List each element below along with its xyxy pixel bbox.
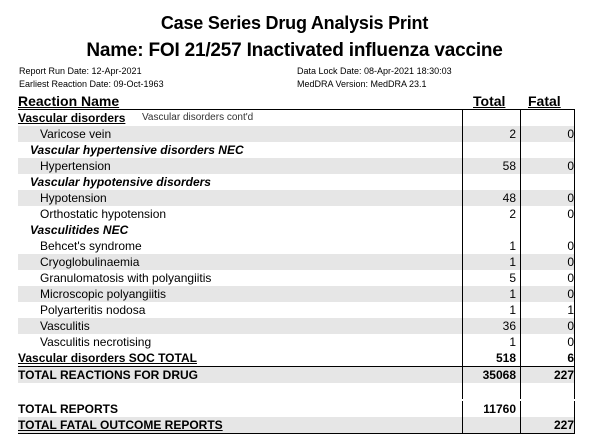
report-title: Case Series Drug Analysis Print	[160, 13, 429, 33]
total-reports-value: 11760	[483, 402, 516, 416]
hlt-name: Vascular hypotensive disorders	[30, 175, 211, 189]
reaction-name: Vasculitis necrotising	[40, 335, 152, 349]
reaction-name: Hypotension	[40, 191, 107, 205]
total-reports-row	[18, 401, 575, 417]
total-reports-label: TOTAL REPORTS	[18, 402, 119, 416]
reaction-name: Varicose vein	[40, 127, 112, 141]
table-row	[18, 190, 575, 206]
reaction-total: 1	[509, 255, 516, 269]
reaction-total: 5	[509, 271, 516, 285]
table-row	[18, 286, 575, 302]
total-reactions-fatal: 227	[553, 368, 574, 382]
table-row	[18, 318, 575, 334]
reaction-fatal: 0	[567, 127, 574, 141]
table-row	[18, 206, 575, 222]
reaction-total: 1	[509, 287, 516, 301]
reaction-total: 1	[509, 239, 516, 253]
reaction-name: Granulomatosis with polyangiitis	[40, 271, 212, 285]
meddra-version: MedDRA Version: MedDRA 23.1	[297, 79, 427, 89]
reaction-name: Vasculitis	[40, 319, 90, 333]
reaction-fatal: 0	[567, 191, 574, 205]
soc-total-value: 518	[495, 351, 516, 365]
column-header-total: Total	[473, 93, 506, 109]
reaction-fatal: 0	[567, 255, 574, 269]
reaction-total: 58	[502, 159, 516, 173]
reaction-total: 1	[509, 303, 516, 317]
reaction-fatal: 0	[567, 319, 574, 333]
total-reactions-row	[18, 367, 575, 383]
soc-fatal-value: 6	[567, 351, 574, 365]
reaction-fatal: 0	[567, 271, 574, 285]
data-lock-date: Data Lock Date: 08-Apr-2021 18:30:03	[297, 66, 452, 76]
reaction-total: 48	[502, 191, 516, 205]
reaction-name: Hypertension	[40, 159, 111, 173]
soc-total-row	[18, 350, 575, 367]
table-row	[18, 270, 575, 286]
reaction-fatal: 0	[567, 287, 574, 301]
table-row	[18, 334, 575, 350]
column-header-reaction-name: Reaction Name	[18, 93, 120, 109]
table-row	[18, 158, 575, 174]
report-subtitle: Name: FOI 21/257 Inactivated influenza vaccine	[86, 40, 503, 61]
hlt-row	[18, 222, 575, 238]
table-header	[18, 92, 575, 110]
spacer-row	[18, 383, 575, 399]
total-fatal-reports-label: TOTAL FATAL OUTCOME REPORTS	[18, 418, 223, 432]
reaction-total: 36	[502, 319, 516, 333]
reaction-fatal: 0	[567, 239, 574, 253]
soc-continued-label: Vascular disorders cont'd	[142, 112, 254, 123]
hlt-name: Vascular hypertensive disorders NEC	[30, 143, 244, 157]
reaction-fatal: 0	[567, 207, 574, 221]
soc-name: Vascular disorders	[18, 111, 126, 125]
table-row	[18, 302, 575, 318]
reaction-fatal: 1	[567, 303, 574, 317]
soc-header-row	[18, 110, 575, 126]
reaction-name: Orthostatic hypotension	[40, 207, 167, 221]
reaction-name: Microscopic polyangiitis	[40, 287, 167, 301]
table-row	[18, 126, 575, 142]
reaction-table	[18, 92, 575, 434]
reaction-total: 2	[509, 207, 516, 221]
total-fatal-reports-row	[18, 417, 575, 434]
total-reactions-label: TOTAL REACTIONS FOR DRUG	[18, 368, 198, 382]
total-fatal-reports-value: 227	[553, 418, 574, 432]
hlt-name: Vasculitides NEC	[30, 223, 129, 237]
reaction-name: Cryoglobulinaemia	[40, 255, 140, 269]
table-row	[18, 238, 575, 254]
hlt-row	[18, 142, 575, 158]
earliest-reaction-date: Earliest Reaction Date: 09-Oct-1963	[19, 79, 164, 89]
reaction-name: Behcet's syndrome	[40, 239, 142, 253]
hlt-row	[18, 174, 575, 190]
total-reactions-value: 35068	[482, 368, 516, 382]
soc-total-label: Vascular disorders SOC TOTAL	[18, 351, 197, 365]
column-header-fatal: Fatal	[528, 93, 561, 109]
table-row	[18, 254, 575, 270]
reaction-total: 1	[509, 335, 516, 349]
report-run-date: Report Run Date: 12-Apr-2021	[19, 66, 142, 76]
reaction-fatal: 0	[567, 159, 574, 173]
reaction-fatal: 0	[567, 335, 574, 349]
reaction-total: 2	[509, 127, 516, 141]
reaction-name: Polyarteritis nodosa	[40, 303, 146, 317]
